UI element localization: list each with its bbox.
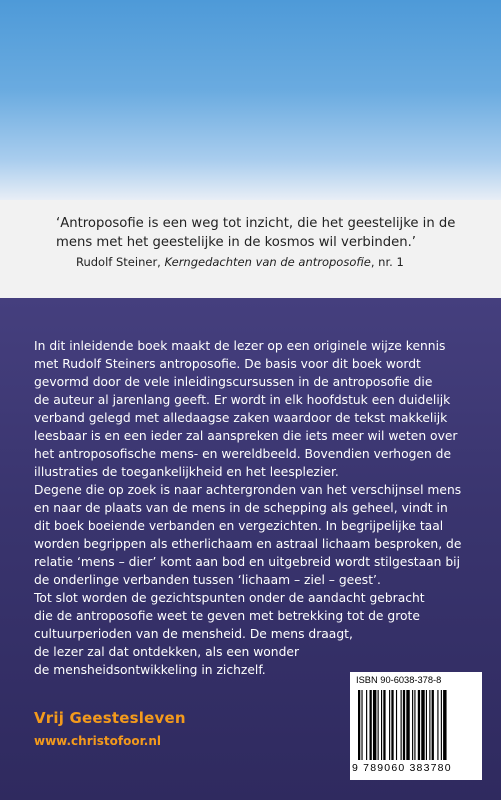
- publisher-name: Vrij Geestesleven: [34, 709, 186, 727]
- barcode-icon: [356, 690, 476, 762]
- quote-suffix: , nr. 1: [370, 255, 404, 269]
- barcode-number: 9 789060 383780: [352, 762, 452, 774]
- blurb-line: de auteur al jarenlang geeft. Er wordt in elk hoofdstuk een duidelijk: [34, 393, 451, 407]
- quote-line-1: ‘Antroposofie is een weg tot inzicht, die het geestelijke in de: [56, 216, 456, 231]
- blurb-line: cultuurperioden van de mensheid. De mens draagt,: [34, 627, 353, 641]
- blurb-line: illustraties de toegankelijkheid en het leesplezier.: [34, 465, 339, 479]
- publisher-website: www.christofoor.nl: [34, 734, 161, 748]
- quote-author: Rudolf Steiner,: [76, 255, 165, 269]
- blurb-line: en naar de plaats van de mens in de schepping als geheel, vindt in: [34, 501, 448, 515]
- blurb-line: leesbaar is en een ieder zal aanspreken die iets meer wil weten over: [34, 429, 458, 443]
- blurb-line: Degene die op zoek is naar achtergronden van het verschijnsel mens: [34, 483, 462, 497]
- blurb-line: die de antroposofie weet te geven met betrekking tot de grote: [34, 609, 420, 623]
- blurb-line: In dit inleidende boek maakt de lezer op een originele wijze kennis: [34, 339, 446, 353]
- isbn-label: ISBN 90-6038-378-8: [356, 675, 442, 685]
- cover-sky-gradient: [0, 0, 501, 200]
- blurb-line: worden begrippen als etherlichaam en astraal lichaam besproken, de: [34, 537, 462, 551]
- blurb-line: het antroposofische mens- en wereldbeeld. Bovendien verhogen de: [34, 447, 452, 461]
- blurb-line: gevormd door de vele inleidingscursussen in de antroposofie die: [34, 375, 433, 389]
- isbn-barcode-box: [350, 672, 482, 780]
- blurb-line: met Rudolf Steiners antroposofie. De basis voor dit boek wordt: [34, 357, 421, 371]
- blurb-line: verband gelegd met alledaagse zaken waardoor de tekst makkelijk: [34, 411, 448, 425]
- blurb-line: dit boek boeiende verbanden en vergezichten. In begrijpelijke taal: [34, 519, 444, 533]
- blurb-line: de mensheidsontwikkeling in zichzelf.: [34, 663, 266, 677]
- quote-work-title: Kerngedachten van de antroposofie: [164, 255, 371, 269]
- blurb-line: de lezer zal dat ontdekken, als een wonder: [34, 645, 300, 659]
- quote-text: [56, 214, 486, 252]
- blurb-text: [34, 337, 484, 679]
- blurb-line: Tot slot worden de gezichtspunten onder de aandacht gebracht: [34, 591, 425, 605]
- blurb-line: de onderlinge verbanden tussen ‘lichaam – ziel – geest’.: [34, 573, 381, 587]
- quote-source: [76, 254, 496, 270]
- blurb-line: relatie ‘mens – dier’ komt aan bod en uitgebreid wordt stilgestaan bij: [34, 555, 461, 569]
- quote-line-2: mens met het geestelijke in de kosmos wil verbinden.’: [56, 235, 416, 250]
